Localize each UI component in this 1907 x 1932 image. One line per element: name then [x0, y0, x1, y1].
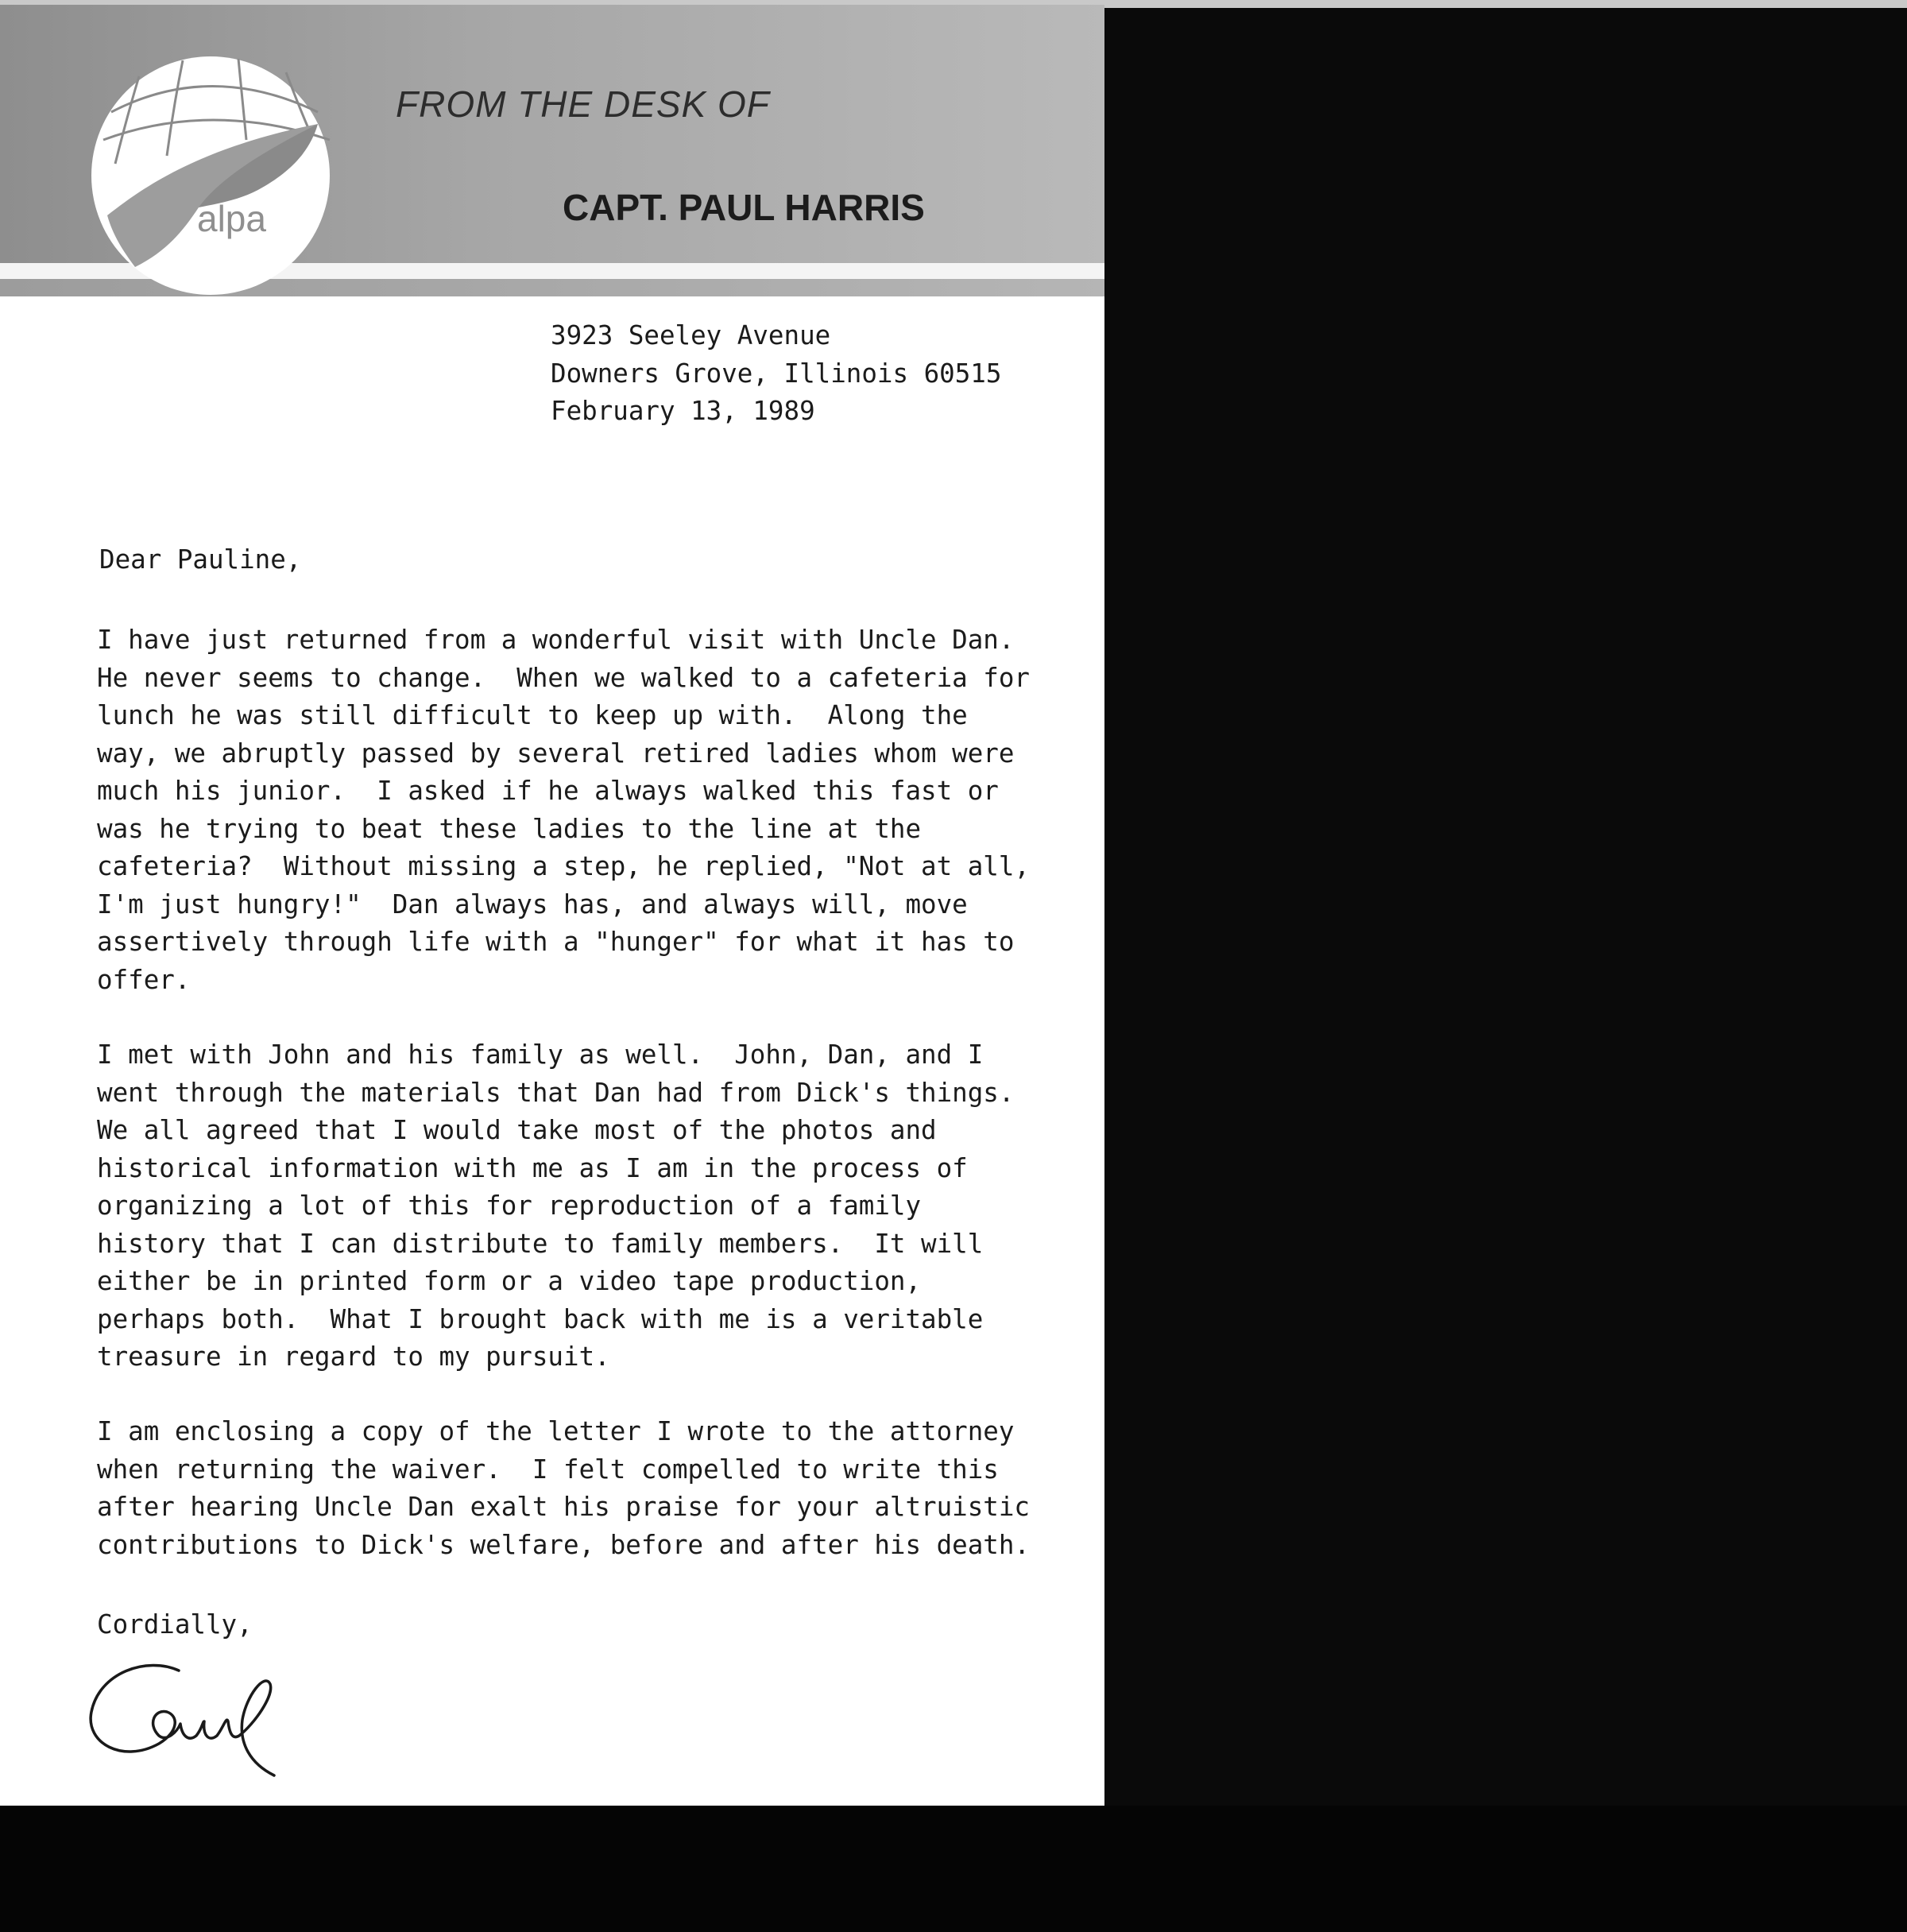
body-paragraph-3	[97, 1413, 1030, 1564]
logo-text: alpa	[197, 198, 266, 239]
body-line: after hearing Uncle Dan exalt his praise for your altruistic	[97, 1492, 1030, 1522]
body-line: assertively through life with a "hunger" for what it has to	[97, 927, 1015, 957]
body-line: treasure in regard to my pursuit.	[97, 1342, 610, 1372]
body-line: offer.	[97, 964, 191, 995]
address-street: 3923 Seeley Avenue	[551, 320, 831, 350]
salutation: Dear Pauline,	[99, 544, 302, 575]
body-line: I'm just hungry!" Dan always has, and always will, move	[97, 889, 968, 920]
address-city: Downers Grove, Illinois 60515	[551, 358, 1002, 389]
letter-sheet	[0, 5, 1104, 1806]
handwritten-signature-icon	[83, 1648, 290, 1783]
body-line: much his junior. I asked if he always walked this fast or	[97, 776, 999, 806]
body-paragraph-1	[97, 621, 1030, 999]
body-line: way, we abruptly passed by several retired ladies whom were	[97, 738, 1015, 769]
body-line: cafeteria? Without missing a step, he replied, "Not at all,	[97, 851, 1030, 881]
body-line: perhaps both. What I brought back with me is a veritable	[97, 1303, 984, 1334]
body-line: I am enclosing a copy of the letter I wrote to the attorney	[97, 1416, 1015, 1446]
body-line: We all agreed that I would take most of the photos and	[97, 1115, 937, 1145]
body-line: I met with John and his family as well. John, Dan, and I	[97, 1040, 984, 1070]
body-line: historical information with me as I am in the process of	[97, 1152, 968, 1183]
closing: Cordially,	[97, 1609, 253, 1640]
body-line: when returning the waiver. I felt compelled to write this	[97, 1454, 999, 1485]
body-line: lunch he was still difficult to keep up with. Along the	[97, 700, 968, 730]
sender-address-block	[551, 317, 1001, 431]
body-paragraph-2	[97, 1036, 1014, 1376]
scanner-bottom-edge	[0, 1806, 1907, 1932]
body-line: history that I can distribute to family members. It will	[97, 1228, 984, 1259]
body-line: either be in printed form or a video tape production,	[97, 1266, 922, 1296]
body-line: contributions to Dick's welfare, before and after his death.	[97, 1529, 1030, 1560]
from-desk-label: FROM THE DESK OF	[396, 83, 770, 125]
letter-date: February 13, 1989	[551, 396, 815, 426]
sender-name: CAPT. PAUL HARRIS	[563, 187, 925, 228]
body-line: went through the materials that Dan had from Dick's things.	[97, 1077, 1015, 1108]
body-line: organizing a lot of this for reproduction of a family	[97, 1191, 922, 1221]
body-line: I have just returned from a wonderful visit with Uncle Dan.	[97, 625, 1015, 655]
body-line: He never seems to change. When we walked to a cafeteria for	[97, 662, 1030, 693]
body-line: was he trying to beat these ladies to the line at the	[97, 813, 922, 844]
alpa-logo-icon	[79, 45, 342, 307]
